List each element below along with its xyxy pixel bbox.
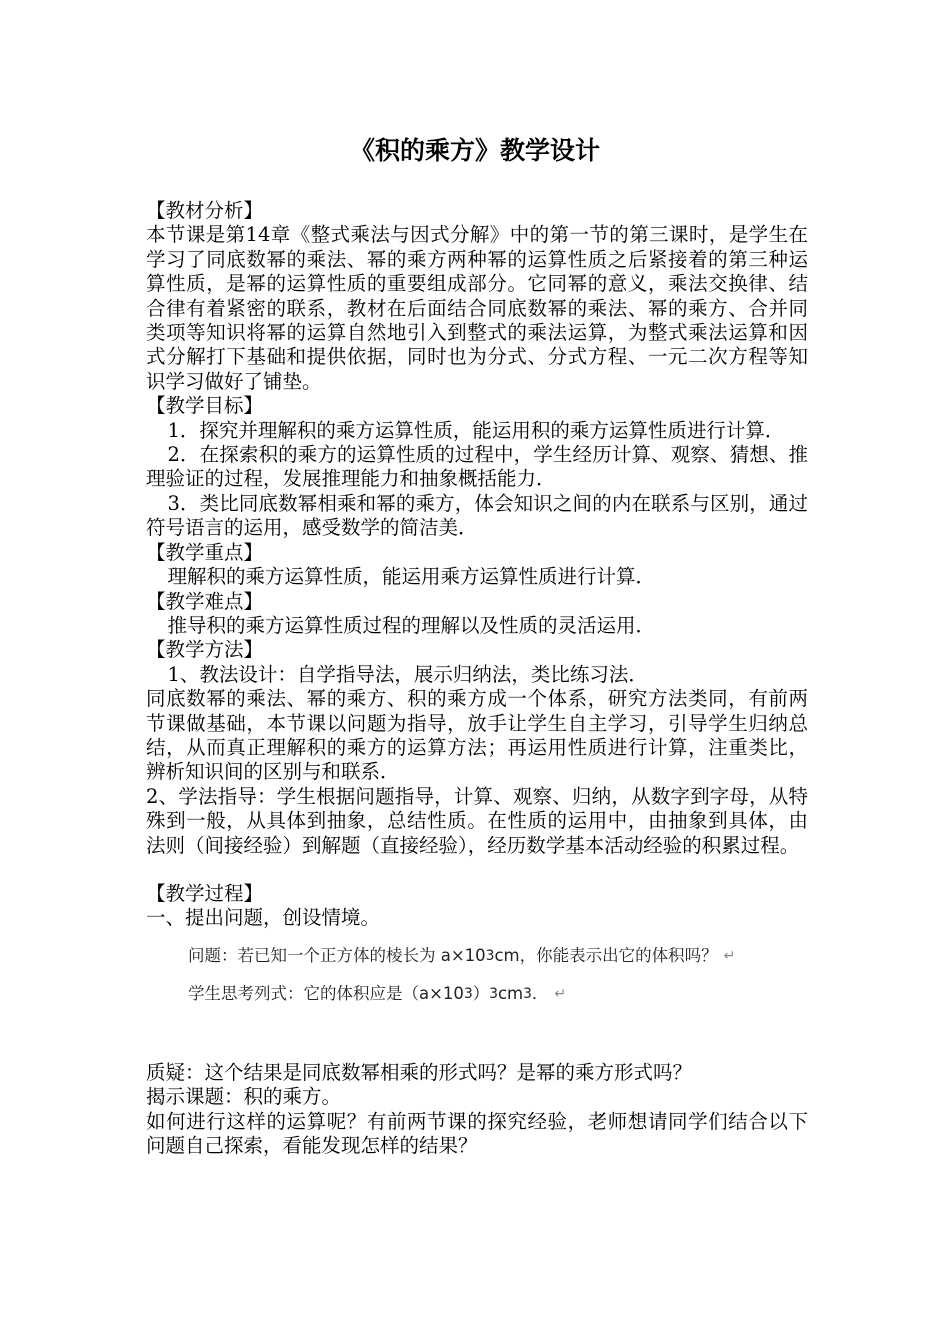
- paragraph: 理解积的乘方运算性质，能运用乘方运算性质进行计算．: [167, 565, 655, 589]
- paragraph: 2、学法指导：学生根据问题指导，计算、观察、归纳，从数字到字母，从特殊到一般，从具体到抽象，总结性质。在性质的运用中，由抽象到具体，由法则（间接经验）到解题（直接经验），经历数学基本活动经验的积累过程。: [146, 784, 808, 857]
- paragraph: 本节课是第14章《整式乘法与因式分解》中的第一节的第三课时，是学生在学习了同底数幂的乘法、幂的乘方两种幂的运算性质之后紧接着的第三种运算性质，是幂的运算性质的重要组成部分。它同幂的意义，乘法交换律、结合律有着紧密的联系，教材在后面结合同底数幂的乘法、幂的乘方、合并同类项等知识将幂的运算自然地引入到整式的乘法运算，为整式乘法运算和因式分解打下基础和提供依据，同时也为分式、分式方程、一元二次方程等知识学习做好了铺垫。: [146, 223, 808, 393]
- return-mark-icon: ↵: [723, 947, 736, 964]
- document-body: [146, 199, 808, 1158]
- section-heading: 【教学过程】: [146, 881, 264, 905]
- embedded-question-image: [188, 937, 808, 1013]
- paragraph: 同底数幂的乘法、幂的乘方、积的乘方成一个体系，研究方法类同，有前两节课做基础，本节课以问题为指导，放手让学生自主学习，引导学生归纳总结，从而真正理解积的乘方的运算方法；再运用性质进行计算，注重类比，辨析知识间的区别与和联系．: [146, 687, 808, 784]
- spacer: [146, 1013, 808, 1061]
- paragraph: 一、提出问题，创设情境。: [146, 906, 381, 930]
- paragraph: 推导积的乘方运算性质过程的理解以及性质的灵活运用．: [167, 613, 655, 637]
- spacer: [146, 858, 808, 882]
- question-line: 问题：若已知一个正方体的棱长为 a×10 3 cm，你能表示出它的体积吗？ ↵: [188, 945, 736, 965]
- section-heading: 【教学目标】: [146, 394, 264, 418]
- paragraph: 1．探究并理解积的乘方运算性质，能运用积的乘方运算性质进行计算．: [167, 418, 785, 442]
- paragraph: 揭示课题：积的乘方。: [146, 1085, 342, 1109]
- paragraph: 2．在探索积的乘方的运算性质的过程中，学生经历计算、观察、猜想、推理验证的过程，发展推理能力和抽象概括能力．: [146, 443, 808, 491]
- paragraph: 3．类比同底数幂相乘和幂的乘方，体会知识之间的内在联系与区别，通过符号语言的运用，感受数学的简洁美．: [146, 491, 808, 540]
- section-heading: 【教学重点】: [146, 540, 264, 564]
- answer-line: 学生思考列式：它的体积应是（a×10 3 ） 3 cm 3 ． ↵: [188, 983, 567, 1003]
- page-title: 《积的乘方》教学设计: [349, 136, 600, 165]
- paragraph: 1、教法设计：自学指导法，展示归纳法，类比练习法．: [167, 662, 648, 686]
- paragraph: 如何进行这样的运算呢？有前两节课的探究经验，老师想请同学们结合以下问题自己探索，看能发现怎样的结果？: [146, 1109, 808, 1157]
- return-mark-icon: ↵: [554, 985, 567, 1002]
- section-heading: 【教学方法】: [146, 638, 264, 662]
- section-heading: 【教学难点】: [146, 589, 264, 613]
- paragraph: 质疑：这个结果是同底数幂相乘的形式吗？是幂的乘方形式吗？: [146, 1060, 693, 1084]
- section-heading: 【教材分析】: [146, 199, 264, 222]
